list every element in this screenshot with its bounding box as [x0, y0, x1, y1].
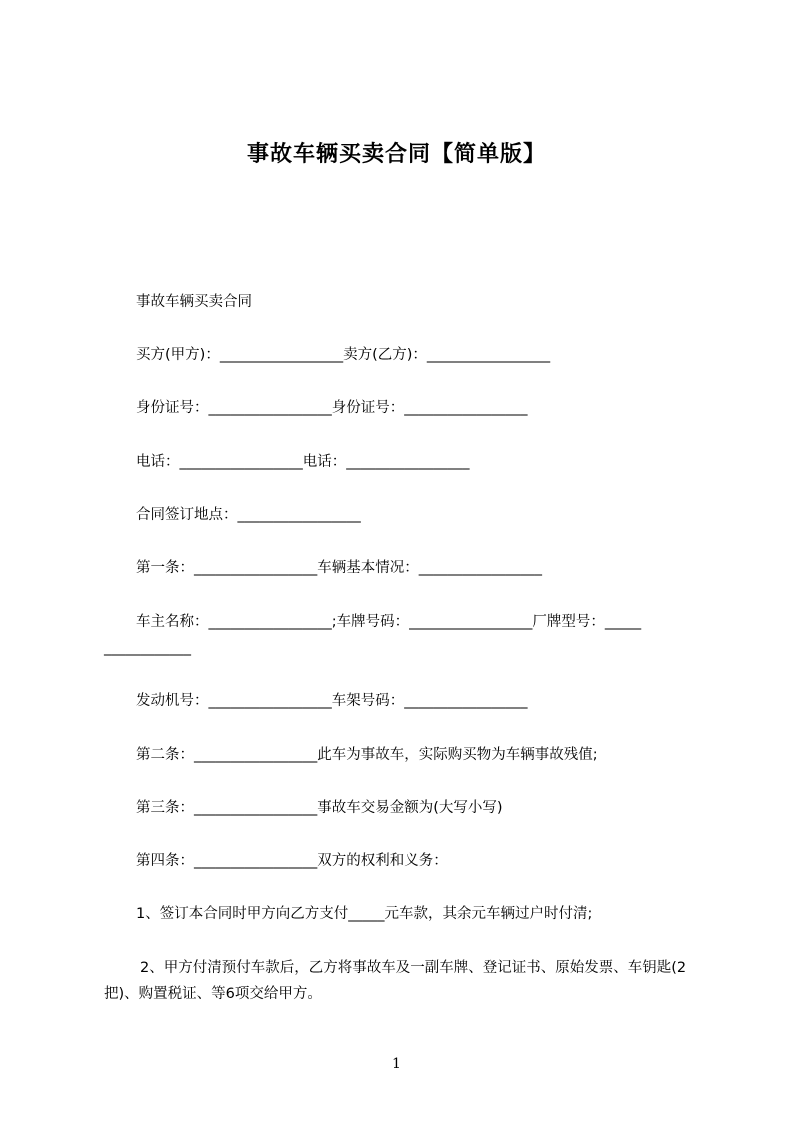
engine-frame-line: 发动机号：_________________车架号码：_________________: [136, 693, 528, 709]
model-continuation-line: ____________: [104, 640, 191, 656]
clause-two-paragraph: 2、甲方付清预付车款后，乙方将事故车及一副车牌、登记证书、原始发票、车钥匙(2把)、购置税证、等6项交给甲方。: [104, 960, 687, 1002]
owner-plate-model-line: 车主名称：_________________;车牌号码：_________________厂牌型号：_____: [136, 614, 642, 630]
buyer-seller-line: 买方(甲方)：_________________卖方(乙方)：_________________: [136, 347, 551, 363]
id-number-line: 身份证号：_________________身份证号：_________________: [136, 400, 528, 416]
page-number: 1: [392, 1056, 401, 1072]
article-two-line: 第二条：_________________此车为事故车，实际购买物为车辆事故残值;: [136, 747, 598, 763]
signing-place-line: 合同签订地点：_________________: [136, 507, 361, 523]
document-title: 事故车辆买卖合同【简单版】: [246, 142, 546, 167]
phone-line: 电话：_________________电话：_________________: [136, 454, 470, 470]
article-one-line: 第一条：_________________车辆基本情况：_________________: [136, 560, 542, 576]
article-four-line: 第四条：_________________双方的权利和义务：: [136, 853, 448, 869]
clause-one-line: 1、签订本合同时甲方向乙方支付_____元车款，其余元车辆过户时付清;: [136, 906, 593, 922]
contract-heading: 事故车辆买卖合同: [136, 294, 252, 310]
article-three-line: 第三条：_________________事故车交易金额为(大写小写): [136, 800, 503, 816]
